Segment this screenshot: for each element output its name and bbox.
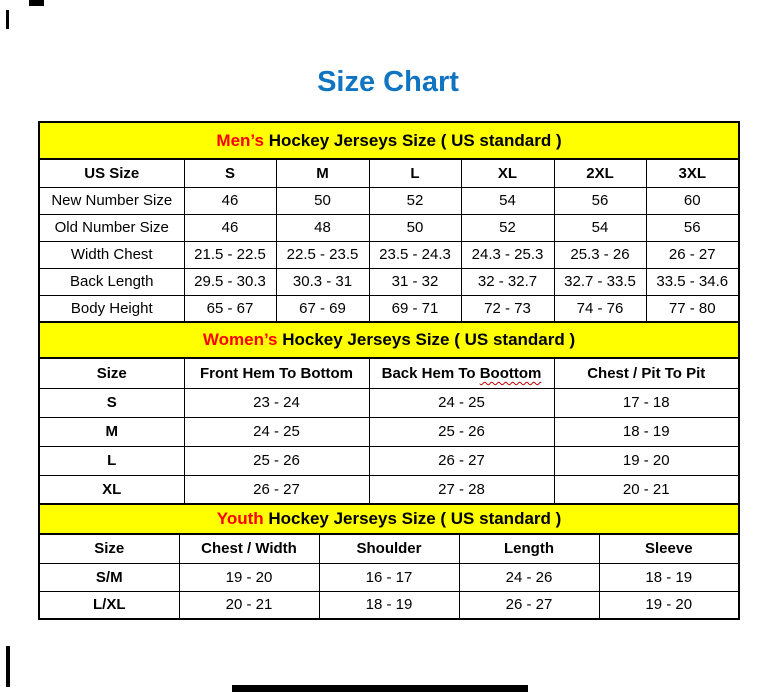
row-label: S/M xyxy=(39,563,179,591)
size-value: 26 - 27 xyxy=(459,591,599,619)
size-value: 26 - 27 xyxy=(369,446,554,475)
table-row xyxy=(39,159,739,187)
size-value: 18 - 19 xyxy=(599,563,739,591)
size-value: 52 xyxy=(461,214,554,241)
table-row xyxy=(39,591,739,619)
size-value: 27 - 28 xyxy=(369,475,554,504)
size-value: 50 xyxy=(276,187,369,214)
size-value: 19 - 20 xyxy=(599,591,739,619)
size-value: 54 xyxy=(461,187,554,214)
row-label: M xyxy=(39,417,184,446)
table-row xyxy=(39,446,739,475)
row-label: Old Number Size xyxy=(39,214,184,241)
table-row xyxy=(39,504,739,534)
size-value: 24 - 25 xyxy=(184,417,369,446)
row-label: Body Height xyxy=(39,295,184,322)
table-row xyxy=(39,388,739,417)
row-label: New Number Size xyxy=(39,187,184,214)
col-header-s: S xyxy=(184,159,276,187)
size-value: 48 xyxy=(276,214,369,241)
size-value: 30.3 - 31 xyxy=(276,268,369,295)
col-header-shoulder: Shoulder xyxy=(319,534,459,563)
screen-edge-artifact-left xyxy=(6,10,9,29)
size-value: 29.5 - 30.3 xyxy=(184,268,276,295)
size-value: 72 - 73 xyxy=(461,295,554,322)
screen-edge-artifact-bottom xyxy=(232,685,528,692)
col-header-m: M xyxy=(276,159,369,187)
youth-table-banner xyxy=(39,504,739,534)
size-value: 33.5 - 34.6 xyxy=(646,268,739,295)
womens-banner-highlight: Women’s xyxy=(202,330,278,349)
size-value: 24 - 25 xyxy=(369,388,554,417)
size-value: 50 xyxy=(369,214,461,241)
col-header-front-hem: Front Hem To Bottom xyxy=(184,358,369,388)
size-value: 69 - 71 xyxy=(369,295,461,322)
size-value: 16 - 17 xyxy=(319,563,459,591)
size-value: 22.5 - 23.5 xyxy=(276,241,369,268)
col-header-size: Size xyxy=(39,534,179,563)
mens-size-table xyxy=(38,121,740,323)
back-hem-label-prefix: Back Hem To xyxy=(381,364,480,382)
size-value: 67 - 69 xyxy=(276,295,369,322)
row-label: Width Chest xyxy=(39,241,184,268)
size-tables xyxy=(38,121,738,620)
size-value: 46 xyxy=(184,187,276,214)
table-row xyxy=(39,122,739,159)
back-hem-label-misspelled-word: Boottom xyxy=(479,364,542,382)
table-row xyxy=(39,534,739,563)
col-header-back-hem xyxy=(369,358,554,388)
table-row xyxy=(39,214,739,241)
table-row xyxy=(39,295,739,322)
col-header-us-size: US Size xyxy=(39,159,184,187)
col-header-size: Size xyxy=(39,358,184,388)
table-row xyxy=(39,563,739,591)
size-value: 54 xyxy=(554,214,646,241)
size-value: 21.5 - 22.5 xyxy=(184,241,276,268)
col-header-2xl: 2XL xyxy=(554,159,646,187)
youth-size-table xyxy=(38,503,740,620)
size-value: 23.5 - 24.3 xyxy=(369,241,461,268)
size-value: 32 - 32.7 xyxy=(461,268,554,295)
row-label: L/XL xyxy=(39,591,179,619)
page-title: Size Chart xyxy=(317,66,459,98)
size-value: 19 - 20 xyxy=(179,563,319,591)
size-value: 77 - 80 xyxy=(646,295,739,322)
size-value: 56 xyxy=(554,187,646,214)
table-row xyxy=(39,268,739,295)
womens-banner-text: Hockey Jerseys Size ( US standard ) xyxy=(277,330,576,349)
row-label: L xyxy=(39,446,184,475)
row-label: Back Length xyxy=(39,268,184,295)
mens-table-banner xyxy=(39,122,739,159)
womens-size-table xyxy=(38,321,740,505)
size-value: 25 - 26 xyxy=(184,446,369,475)
col-header-chest-width: Chest / Width xyxy=(179,534,319,563)
screen-edge-artifact-top xyxy=(29,0,44,6)
size-value: 52 xyxy=(369,187,461,214)
table-row xyxy=(39,358,739,388)
size-value: 26 - 27 xyxy=(646,241,739,268)
table-row xyxy=(39,322,739,358)
col-header-chest-pit: Chest / Pit To Pit xyxy=(554,358,739,388)
mens-banner-text: Hockey Jerseys Size ( US standard ) xyxy=(263,130,562,150)
size-value: 31 - 32 xyxy=(369,268,461,295)
size-value: 32.7 - 33.5 xyxy=(554,268,646,295)
col-header-3xl: 3XL xyxy=(646,159,739,187)
row-label: S xyxy=(39,388,184,417)
youth-banner-text: Hockey Jerseys Size ( US standard ) xyxy=(263,509,562,528)
womens-table-banner xyxy=(39,322,739,358)
table-row xyxy=(39,241,739,268)
table-row xyxy=(39,187,739,214)
table-row xyxy=(39,417,739,446)
size-value: 18 - 19 xyxy=(554,417,739,446)
col-header-l: L xyxy=(369,159,461,187)
size-value: 25 - 26 xyxy=(369,417,554,446)
screen-edge-artifact-bottom-left xyxy=(6,646,10,687)
size-value: 46 xyxy=(184,214,276,241)
size-value: 74 - 76 xyxy=(554,295,646,322)
size-value: 19 - 20 xyxy=(554,446,739,475)
mens-banner-highlight: Men’s xyxy=(216,130,264,150)
size-value: 25.3 - 26 xyxy=(554,241,646,268)
size-value: 18 - 19 xyxy=(319,591,459,619)
size-value: 60 xyxy=(646,187,739,214)
size-value: 24 - 26 xyxy=(459,563,599,591)
size-value: 24.3 - 25.3 xyxy=(461,241,554,268)
size-value: 23 - 24 xyxy=(184,388,369,417)
table-row xyxy=(39,475,739,504)
col-header-length: Length xyxy=(459,534,599,563)
col-header-sleeve: Sleeve xyxy=(599,534,739,563)
youth-banner-highlight: Youth xyxy=(216,509,264,528)
size-value: 65 - 67 xyxy=(184,295,276,322)
size-value: 56 xyxy=(646,214,739,241)
size-value: 26 - 27 xyxy=(184,475,369,504)
row-label: XL xyxy=(39,475,184,504)
size-value: 17 - 18 xyxy=(554,388,739,417)
col-header-xl: XL xyxy=(461,159,554,187)
size-value: 20 - 21 xyxy=(179,591,319,619)
size-value: 20 - 21 xyxy=(554,475,739,504)
